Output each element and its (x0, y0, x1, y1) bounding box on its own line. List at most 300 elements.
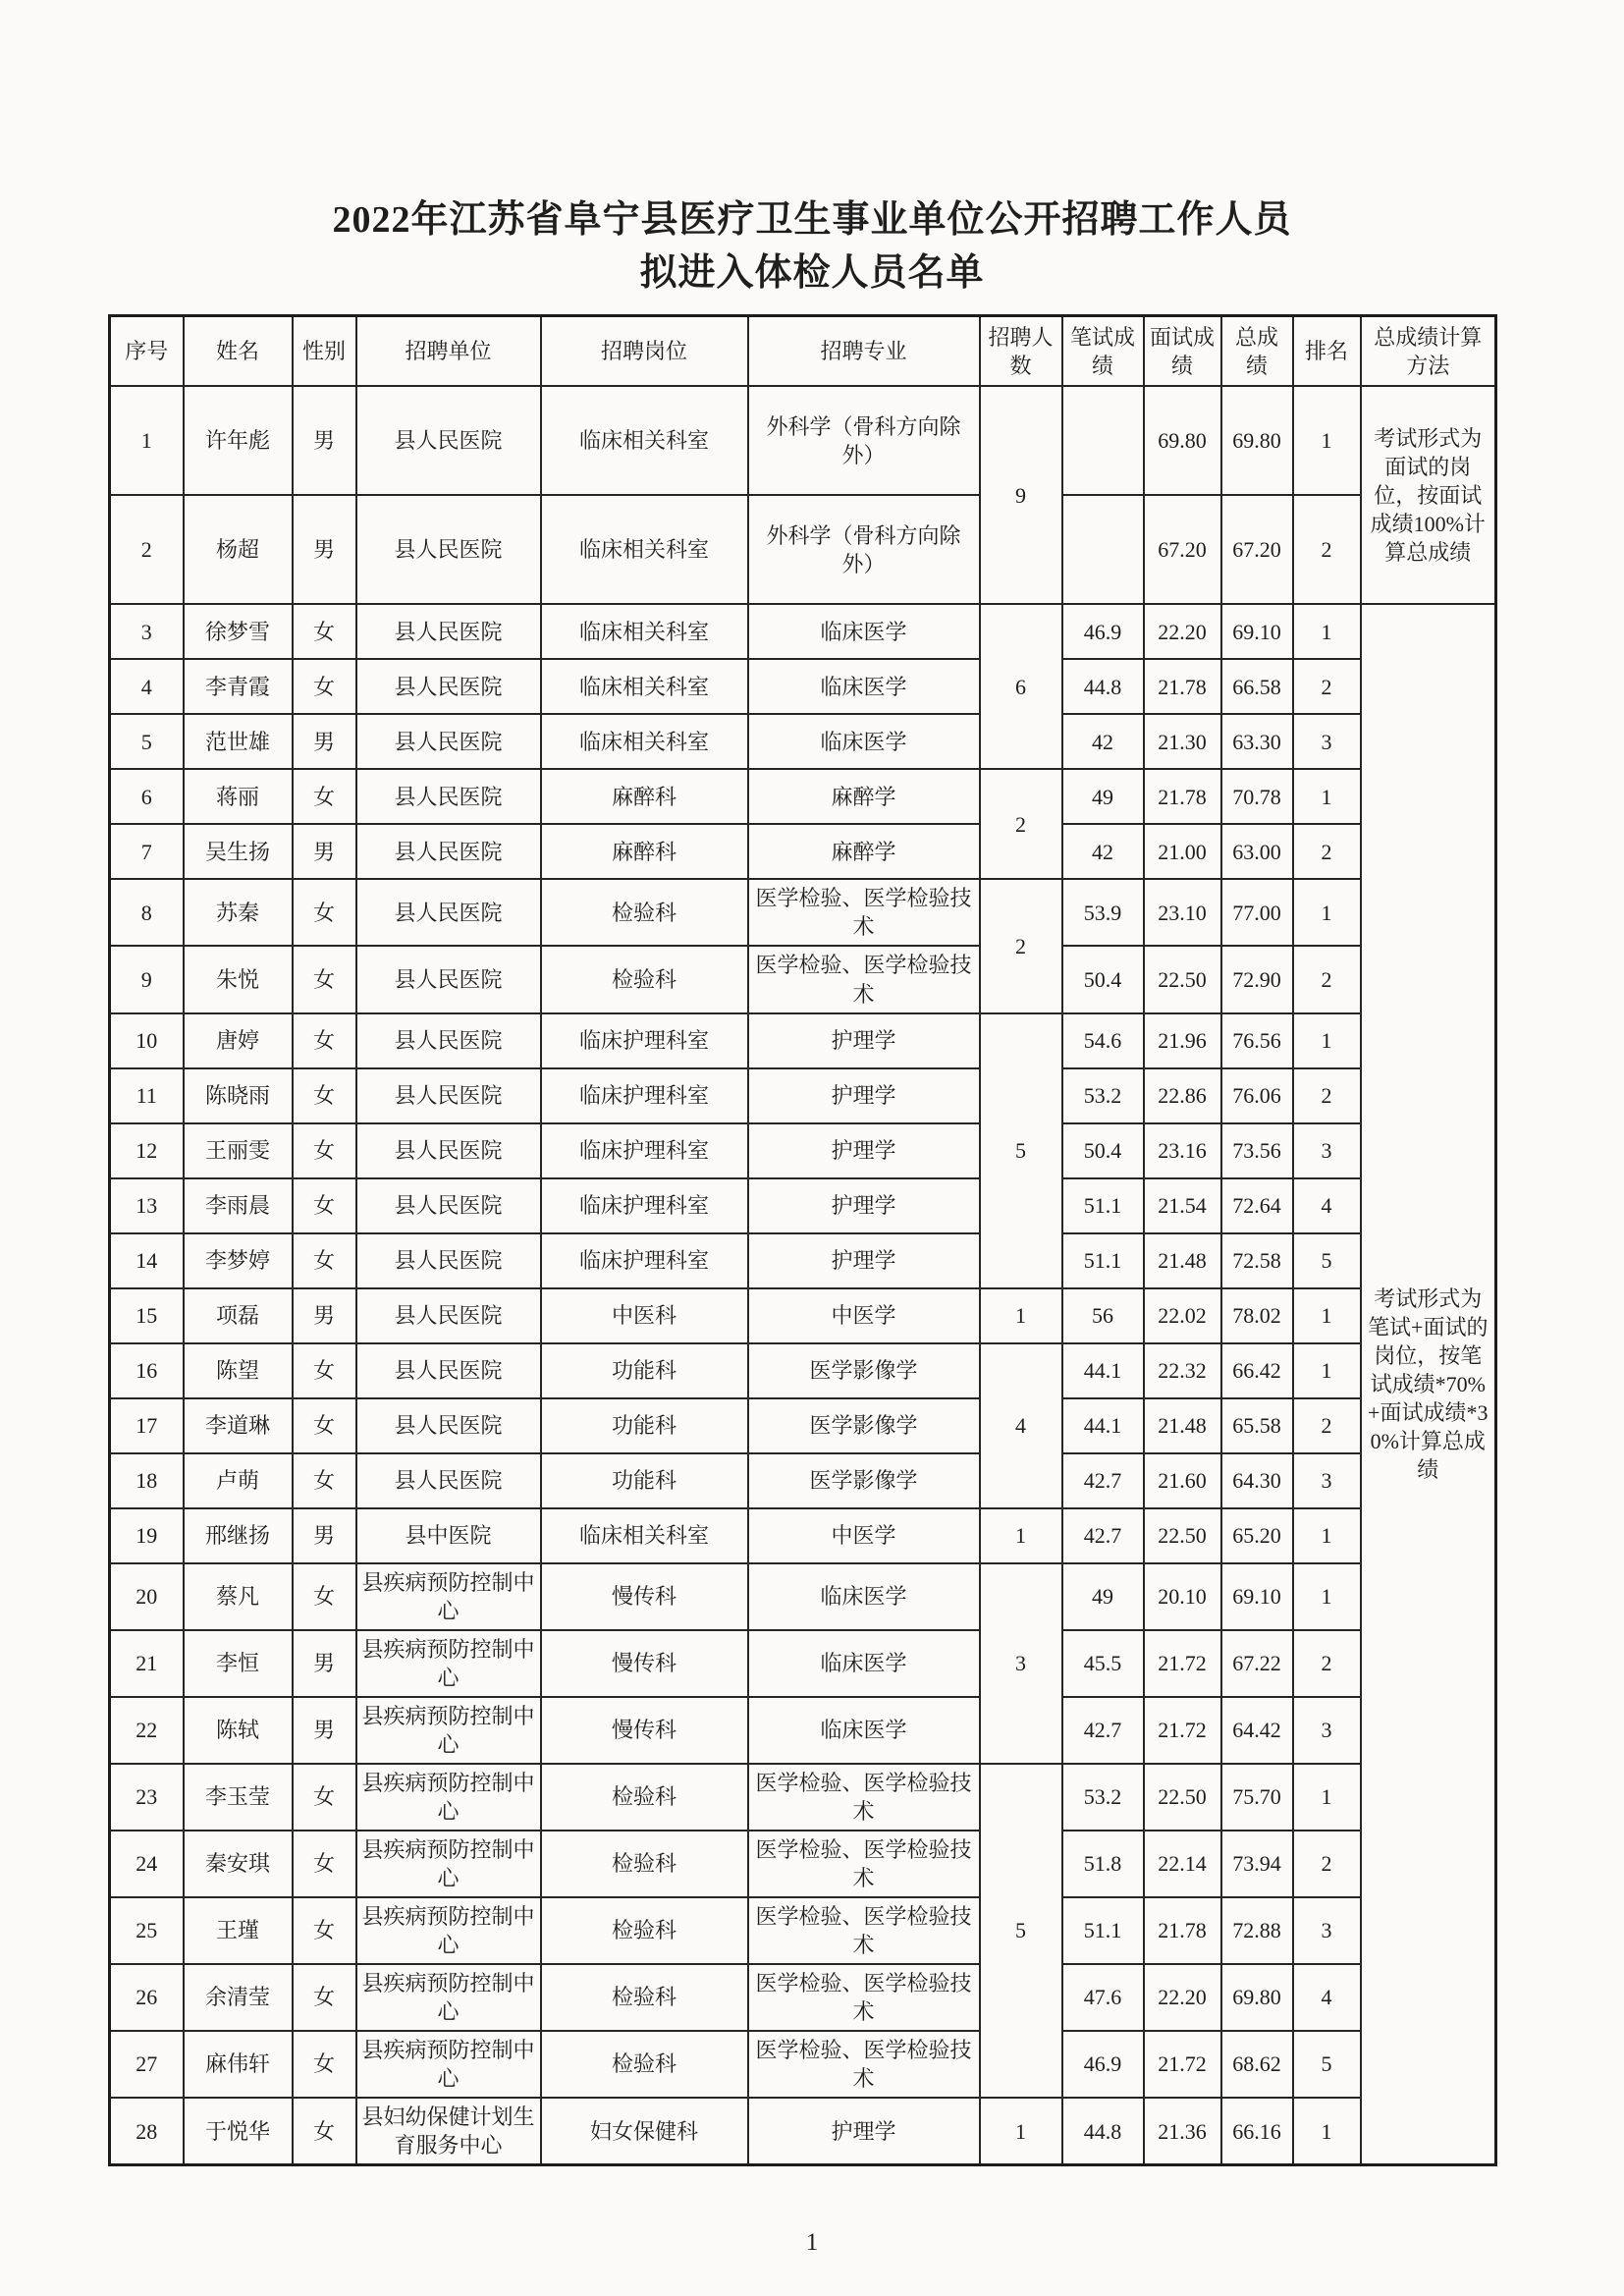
cell-written: 46.9 (1062, 604, 1144, 659)
cell-total: 66.16 (1221, 2098, 1293, 2165)
cell-interview: 21.72 (1144, 2031, 1221, 2098)
cell-unit: 县妇幼保健计划生育服务中心 (356, 2098, 541, 2165)
cell-total: 65.20 (1221, 1508, 1293, 1563)
cell-name: 陈望 (184, 1343, 293, 1398)
cell-seq: 16 (110, 1343, 184, 1398)
cell-unit: 县人民医院 (356, 1453, 541, 1508)
table-row (110, 1764, 1496, 1831)
cell-seq: 23 (110, 1764, 184, 1831)
cell-total: 69.10 (1221, 604, 1293, 659)
cell-position: 临床护理科室 (541, 1013, 748, 1068)
cell-major: 护理学 (748, 1123, 980, 1178)
cell-major: 医学检验、医学检验技术 (748, 1964, 980, 2031)
table-row (110, 879, 1496, 946)
cell-unit: 县人民医院 (356, 1398, 541, 1453)
cell-written: 50.4 (1062, 1123, 1144, 1178)
cell-seq: 28 (110, 2098, 184, 2165)
cell-position: 检验科 (541, 1964, 748, 2031)
cell-name: 唐婷 (184, 1013, 293, 1068)
cell-total: 68.62 (1221, 2031, 1293, 2098)
cell-total: 72.88 (1221, 1897, 1293, 1964)
cell-gender: 女 (293, 2031, 356, 2098)
cell-total: 65.58 (1221, 1398, 1293, 1453)
cell-unit: 县人民医院 (356, 1013, 541, 1068)
cell-rank: 3 (1293, 714, 1361, 769)
cell-gender: 女 (293, 1563, 356, 1630)
table-row (110, 495, 1496, 604)
cell-seq: 17 (110, 1398, 184, 1453)
cell-seq: 13 (110, 1178, 184, 1233)
cell-total: 66.58 (1221, 659, 1293, 714)
cell-total: 72.90 (1221, 946, 1293, 1012)
cell-rank: 4 (1293, 1964, 1361, 2031)
cell-major: 麻醉学 (748, 824, 980, 879)
cell-position: 临床护理科室 (541, 1068, 748, 1123)
cell-position: 麻醉科 (541, 824, 748, 879)
cell-rank: 1 (1293, 879, 1361, 946)
cell-rank: 1 (1293, 1013, 1361, 1068)
cell-unit: 县人民医院 (356, 714, 541, 769)
cell-interview: 21.48 (1144, 1233, 1221, 1288)
cell-seq: 8 (110, 879, 184, 946)
cell-interview: 21.60 (1144, 1453, 1221, 1508)
cell-position: 临床相关科室 (541, 604, 748, 659)
cell-rank: 2 (1293, 659, 1361, 714)
cell-gender: 女 (293, 659, 356, 714)
cell-total: 73.94 (1221, 1831, 1293, 1897)
cell-gender: 男 (293, 1508, 356, 1563)
cell-gender: 女 (293, 2098, 356, 2165)
cell-unit: 县人民医院 (356, 1068, 541, 1123)
cell-position: 功能科 (541, 1343, 748, 1398)
cell-rank: 5 (1293, 2031, 1361, 2098)
table-row (110, 1831, 1496, 1897)
cell-seq: 25 (110, 1897, 184, 1964)
cell-position: 临床相关科室 (541, 659, 748, 714)
cell-rank: 2 (1293, 946, 1361, 1012)
cell-interview: 22.20 (1144, 1964, 1221, 2031)
cell-gender: 男 (293, 1630, 356, 1697)
cell-unit: 县人民医院 (356, 659, 541, 714)
cell-unit: 县人民医院 (356, 879, 541, 946)
cell-major: 护理学 (748, 1233, 980, 1288)
table-row (110, 1697, 1496, 1764)
cell-seq: 19 (110, 1508, 184, 1563)
column-header-9: 总成绩 (1221, 315, 1293, 386)
cell-gender: 女 (293, 1831, 356, 1897)
cell-major: 医学影像学 (748, 1453, 980, 1508)
cell-seq: 11 (110, 1068, 184, 1123)
cell-rank: 3 (1293, 1453, 1361, 1508)
cell-major: 临床医学 (748, 659, 980, 714)
cell-name: 陈轼 (184, 1697, 293, 1764)
cell-total: 77.00 (1221, 879, 1293, 946)
cell-total: 72.58 (1221, 1233, 1293, 1288)
cell-major: 护理学 (748, 1178, 980, 1233)
cell-interview: 21.78 (1144, 659, 1221, 714)
cell-seq: 6 (110, 769, 184, 824)
cell-name: 余清莹 (184, 1964, 293, 2031)
cell-written: 51.8 (1062, 1831, 1144, 1897)
cell-name: 陈晓雨 (184, 1068, 293, 1123)
table-row (110, 1068, 1496, 1123)
cell-rank: 1 (1293, 1508, 1361, 1563)
cell-name: 王瑾 (184, 1897, 293, 1964)
cell-major: 临床医学 (748, 604, 980, 659)
cell-rank: 1 (1293, 1288, 1361, 1343)
cell-written: 51.1 (1062, 1897, 1144, 1964)
table-row (110, 1288, 1496, 1343)
cell-major: 医学检验、医学检验技术 (748, 946, 980, 1012)
cell-written: 42.7 (1062, 1697, 1144, 1764)
cell-written: 51.1 (1062, 1178, 1144, 1233)
table-row (110, 1123, 1496, 1178)
table-row (110, 824, 1496, 879)
cell-major: 临床医学 (748, 1563, 980, 1630)
cell-interview: 22.50 (1144, 1764, 1221, 1831)
cell-rank: 1 (1293, 769, 1361, 824)
cell-total: 63.30 (1221, 714, 1293, 769)
cell-major: 临床医学 (748, 714, 980, 769)
cell-seq: 1 (110, 386, 184, 495)
cell-name: 李雨晨 (184, 1178, 293, 1233)
cell-interview: 22.50 (1144, 1508, 1221, 1563)
cell-name: 李青霞 (184, 659, 293, 714)
cell-interview: 21.78 (1144, 1897, 1221, 1964)
cell-name: 许年彪 (184, 386, 293, 495)
cell-unit: 县中医院 (356, 1508, 541, 1563)
cell-written: 45.5 (1062, 1630, 1144, 1697)
cell-rank: 1 (1293, 1764, 1361, 1831)
table-row (110, 1897, 1496, 1964)
cell-interview: 22.14 (1144, 1831, 1221, 1897)
cell-written (1062, 386, 1144, 495)
cell-total: 69.10 (1221, 1563, 1293, 1630)
cell-interview: 22.32 (1144, 1343, 1221, 1398)
cell-interview: 21.36 (1144, 2098, 1221, 2165)
cell-position: 检验科 (541, 946, 748, 1012)
column-header-4: 招聘岗位 (541, 315, 748, 386)
cell-written: 42 (1062, 714, 1144, 769)
cell-seq: 26 (110, 1964, 184, 2031)
cell-written: 50.4 (1062, 946, 1144, 1012)
cell-rank: 4 (1293, 1178, 1361, 1233)
cell-total: 76.56 (1221, 1013, 1293, 1068)
table-row (110, 1178, 1496, 1233)
table-row (110, 1508, 1496, 1563)
column-header-11: 总成绩计算方法 (1361, 315, 1496, 386)
cell-written: 42 (1062, 824, 1144, 879)
cell-gender: 女 (293, 1068, 356, 1123)
cell-written: 44.1 (1062, 1398, 1144, 1453)
table-row (110, 604, 1496, 659)
cell-seq: 7 (110, 824, 184, 879)
cell-unit: 县疾病预防控制中心 (356, 1831, 541, 1897)
cell-gender: 女 (293, 1964, 356, 2031)
document-title-line1: 2022年江苏省阜宁县医疗卫生事业单位公开招聘工作人员 (332, 199, 1292, 241)
cell-interview: 21.00 (1144, 824, 1221, 879)
cell-gender: 女 (293, 1343, 356, 1398)
table-row (110, 769, 1496, 824)
page-number: 1 (805, 2229, 819, 2256)
cell-name: 吴生扬 (184, 824, 293, 879)
cell-total: 69.80 (1221, 386, 1293, 495)
cell-seq: 12 (110, 1123, 184, 1178)
cell-unit: 县疾病预防控制中心 (356, 1764, 541, 1831)
cell-name: 李道琳 (184, 1398, 293, 1453)
cell-seq: 27 (110, 2031, 184, 2098)
cell-gender: 女 (293, 769, 356, 824)
table-body (110, 386, 1496, 2164)
cell-gender: 女 (293, 879, 356, 946)
cell-written: 54.6 (1062, 1013, 1144, 1068)
cell-rank: 5 (1293, 1233, 1361, 1288)
cell-name: 麻伟轩 (184, 2031, 293, 2098)
cell-written: 42.7 (1062, 1508, 1144, 1563)
cell-method-note: 考试形式为面试的岗位，按面试成绩100%计算总成绩 (1361, 386, 1496, 604)
cell-name: 徐梦雪 (184, 604, 293, 659)
table-row (110, 1563, 1496, 1630)
cell-interview: 20.10 (1144, 1563, 1221, 1630)
cell-major: 医学检验、医学检验技术 (748, 1831, 980, 1897)
cell-total: 70.78 (1221, 769, 1293, 824)
cell-position: 慢传科 (541, 1697, 748, 1764)
cell-position: 检验科 (541, 879, 748, 946)
cell-gender: 女 (293, 1398, 356, 1453)
cell-seq: 15 (110, 1288, 184, 1343)
cell-total: 67.22 (1221, 1630, 1293, 1697)
cell-interview: 21.72 (1144, 1630, 1221, 1697)
cell-seq: 9 (110, 946, 184, 1012)
cell-written: 53.2 (1062, 1068, 1144, 1123)
cell-quota: 2 (980, 769, 1062, 879)
cell-interview: 21.48 (1144, 1398, 1221, 1453)
cell-quota: 3 (980, 1563, 1062, 1764)
cell-unit: 县人民医院 (356, 604, 541, 659)
cell-seq: 2 (110, 495, 184, 604)
cell-quota: 5 (980, 1764, 1062, 2098)
cell-gender: 男 (293, 495, 356, 604)
cell-seq: 21 (110, 1630, 184, 1697)
cell-seq: 10 (110, 1013, 184, 1068)
cell-name: 李恒 (184, 1630, 293, 1697)
cell-interview: 22.86 (1144, 1068, 1221, 1123)
cell-written: 53.2 (1062, 1764, 1144, 1831)
cell-total: 69.80 (1221, 1964, 1293, 2031)
cell-unit: 县疾病预防控制中心 (356, 1563, 541, 1630)
cell-unit: 县人民医院 (356, 1343, 541, 1398)
cell-position: 功能科 (541, 1398, 748, 1453)
cell-quota: 4 (980, 1343, 1062, 1508)
cell-major: 医学影像学 (748, 1343, 980, 1398)
cell-name: 邢继扬 (184, 1508, 293, 1563)
cell-total: 67.20 (1221, 495, 1293, 604)
table-row (110, 2098, 1496, 2165)
cell-quota: 1 (980, 1288, 1062, 1343)
cell-name: 王丽雯 (184, 1123, 293, 1178)
cell-major: 医学检验、医学检验技术 (748, 1897, 980, 1964)
document-title-line2: 拟进入体检人员名单 (639, 251, 985, 294)
cell-seq: 4 (110, 659, 184, 714)
cell-unit: 县人民医院 (356, 495, 541, 604)
cell-position: 妇女保健科 (541, 2098, 748, 2165)
cell-position: 慢传科 (541, 1630, 748, 1697)
cell-written: 44.1 (1062, 1343, 1144, 1398)
cell-unit: 县人民医院 (356, 769, 541, 824)
cell-written: 42.7 (1062, 1453, 1144, 1508)
cell-gender: 女 (293, 946, 356, 1012)
cell-name: 杨超 (184, 495, 293, 604)
cell-rank: 3 (1293, 1697, 1361, 1764)
cell-unit: 县人民医院 (356, 824, 541, 879)
cell-rank: 2 (1293, 1068, 1361, 1123)
table-header-row (110, 315, 1496, 386)
cell-gender: 男 (293, 824, 356, 879)
cell-rank: 1 (1293, 604, 1361, 659)
cell-major: 医学检验、医学检验技术 (748, 2031, 980, 2098)
cell-written: 46.9 (1062, 2031, 1144, 2098)
cell-written: 56 (1062, 1288, 1144, 1343)
cell-major: 外科学（骨科方向除外） (748, 386, 980, 495)
cell-gender: 男 (293, 714, 356, 769)
cell-quota: 1 (980, 2098, 1062, 2165)
cell-written: 51.1 (1062, 1233, 1144, 1288)
cell-seq: 24 (110, 1831, 184, 1897)
cell-written: 44.8 (1062, 2098, 1144, 2165)
table-row (110, 1233, 1496, 1288)
table-row (110, 386, 1496, 495)
column-header-6: 招聘人数 (980, 315, 1062, 386)
cell-quota: 6 (980, 604, 1062, 769)
cell-major: 医学检验、医学检验技术 (748, 879, 980, 946)
cell-total: 78.02 (1221, 1288, 1293, 1343)
cell-unit: 县疾病预防控制中心 (356, 2031, 541, 2098)
cell-unit: 县人民医院 (356, 1178, 541, 1233)
cell-position: 临床护理科室 (541, 1178, 748, 1233)
cell-major: 医学检验、医学检验技术 (748, 1764, 980, 1831)
cell-interview: 21.54 (1144, 1178, 1221, 1233)
cell-major: 护理学 (748, 2098, 980, 2165)
cell-position: 检验科 (541, 2031, 748, 2098)
cell-unit: 县疾病预防控制中心 (356, 1897, 541, 1964)
cell-total: 72.64 (1221, 1178, 1293, 1233)
cell-gender: 男 (293, 386, 356, 495)
cell-gender: 男 (293, 1697, 356, 1764)
cell-interview: 21.30 (1144, 714, 1221, 769)
cell-position: 检验科 (541, 1897, 748, 1964)
cell-rank: 2 (1293, 1831, 1361, 1897)
cell-written: 49 (1062, 769, 1144, 824)
cell-rank: 2 (1293, 824, 1361, 879)
cell-major: 临床医学 (748, 1697, 980, 1764)
cell-position: 临床相关科室 (541, 714, 748, 769)
cell-major: 中医学 (748, 1508, 980, 1563)
cell-rank: 2 (1293, 495, 1361, 604)
cell-rank: 2 (1293, 1630, 1361, 1697)
cell-seq: 18 (110, 1453, 184, 1508)
cell-gender: 女 (293, 1897, 356, 1964)
cell-unit: 县疾病预防控制中心 (356, 1630, 541, 1697)
cell-gender: 女 (293, 1233, 356, 1288)
cell-unit: 县人民医院 (356, 386, 541, 495)
cell-written: 47.6 (1062, 1964, 1144, 2031)
table-row (110, 714, 1496, 769)
table-row (110, 1343, 1496, 1398)
cell-rank: 1 (1293, 1563, 1361, 1630)
cell-gender: 女 (293, 604, 356, 659)
recruitment-candidates-table (108, 314, 1497, 2166)
cell-unit: 县人民医院 (356, 1233, 541, 1288)
column-header-0: 序号 (110, 315, 184, 386)
cell-interview: 21.96 (1144, 1013, 1221, 1068)
cell-name: 苏秦 (184, 879, 293, 946)
cell-interview: 22.50 (1144, 946, 1221, 1012)
cell-position: 检验科 (541, 1764, 748, 1831)
cell-major: 医学影像学 (748, 1398, 980, 1453)
cell-name: 项磊 (184, 1288, 293, 1343)
cell-position: 麻醉科 (541, 769, 748, 824)
column-header-10: 排名 (1293, 315, 1361, 386)
cell-interview: 21.72 (1144, 1697, 1221, 1764)
cell-interview: 23.10 (1144, 879, 1221, 946)
cell-unit: 县疾病预防控制中心 (356, 1697, 541, 1764)
cell-total: 75.70 (1221, 1764, 1293, 1831)
column-header-8: 面试成绩 (1144, 315, 1221, 386)
cell-seq: 14 (110, 1233, 184, 1288)
cell-gender: 女 (293, 1764, 356, 1831)
cell-total: 64.42 (1221, 1697, 1293, 1764)
cell-name: 范世雄 (184, 714, 293, 769)
cell-major: 麻醉学 (748, 769, 980, 824)
cell-total: 76.06 (1221, 1068, 1293, 1123)
cell-written: 49 (1062, 1563, 1144, 1630)
cell-seq: 22 (110, 1697, 184, 1764)
cell-written: 53.9 (1062, 879, 1144, 946)
cell-seq: 3 (110, 604, 184, 659)
cell-name: 秦安琪 (184, 1831, 293, 1897)
cell-major: 护理学 (748, 1068, 980, 1123)
table-row (110, 1630, 1496, 1697)
cell-position: 功能科 (541, 1453, 748, 1508)
cell-name: 李玉莹 (184, 1764, 293, 1831)
cell-major: 护理学 (748, 1013, 980, 1068)
table-row (110, 2031, 1496, 2098)
cell-position: 慢传科 (541, 1563, 748, 1630)
cell-written (1062, 495, 1144, 604)
cell-interview: 22.20 (1144, 604, 1221, 659)
cell-position: 临床相关科室 (541, 386, 748, 495)
cell-rank: 3 (1293, 1123, 1361, 1178)
cell-gender: 女 (293, 1178, 356, 1233)
cell-position: 检验科 (541, 1831, 748, 1897)
cell-rank: 3 (1293, 1897, 1361, 1964)
cell-quota: 1 (980, 1508, 1062, 1563)
cell-unit: 县人民医院 (356, 1288, 541, 1343)
cell-major: 中医学 (748, 1288, 980, 1343)
table-row (110, 946, 1496, 1012)
cell-position: 临床相关科室 (541, 1508, 748, 1563)
cell-interview: 69.80 (1144, 386, 1221, 495)
cell-quota: 5 (980, 1013, 1062, 1288)
cell-position: 临床护理科室 (541, 1233, 748, 1288)
column-header-7: 笔试成绩 (1062, 315, 1144, 386)
column-header-1: 姓名 (184, 315, 293, 386)
table-row (110, 1013, 1496, 1068)
cell-total: 63.00 (1221, 824, 1293, 879)
table-row (110, 1964, 1496, 2031)
cell-total: 73.56 (1221, 1123, 1293, 1178)
cell-gender: 女 (293, 1453, 356, 1508)
